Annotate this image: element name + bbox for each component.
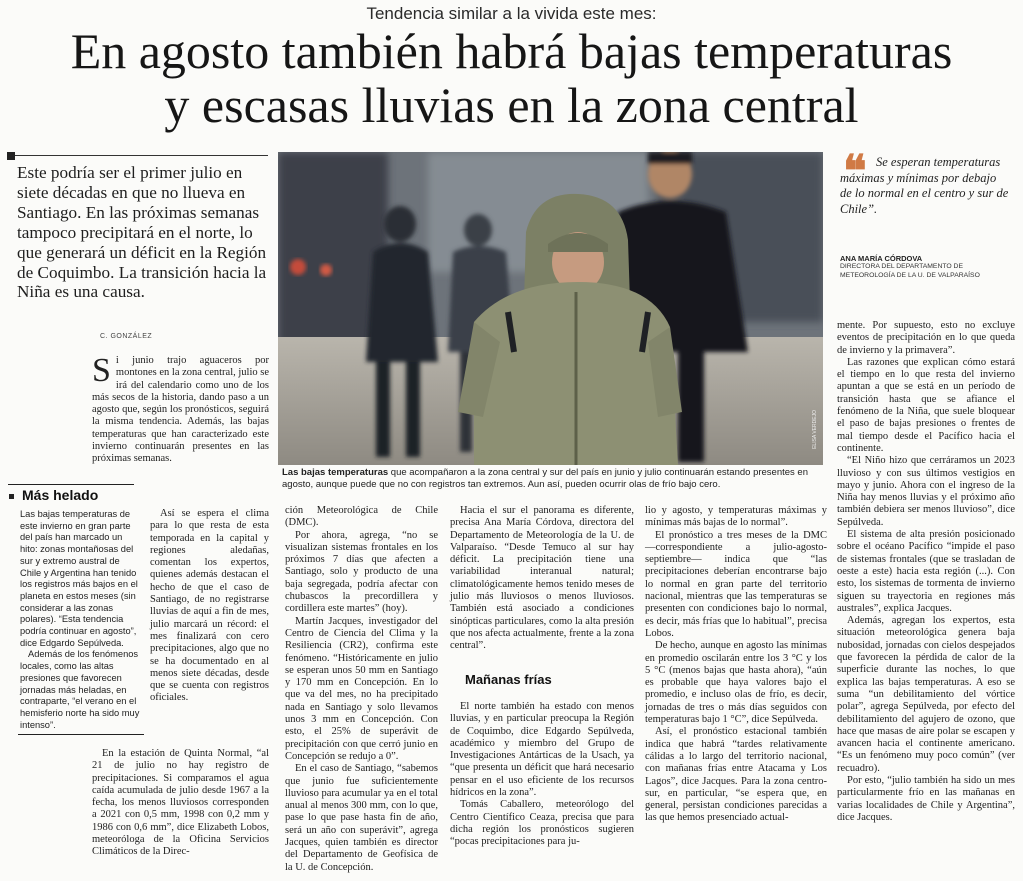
column-3 bbox=[450, 505, 634, 653]
body-paragraph: Por esto, “julio también ha sido un mes particularmente frío en las mañanas en varias localidades de Chile y Argentina”, dice Jacques. bbox=[837, 774, 1015, 823]
byline: C. GONZÁLEZ bbox=[100, 333, 153, 340]
column-2 bbox=[285, 505, 438, 874]
lead-paragraph: Este podría ser el primer julio en siete décadas en que no llueva en Santiago. En las próximas semanas tampoco precipitará en el norte, lo que generará un déficit en la Región de Coquimbo. La transición hacia la Niña es una causa. bbox=[17, 163, 267, 302]
sidebar-top-rule bbox=[8, 484, 134, 485]
body-paragraph: Hacia el sur el panorama es diferente, precisa Ana María Córdova, directora del Departamento de Meteorología de la U. de Valparaíso. “Desde Temuco al sur hay déficit. La precipitación tiene una variabilidad interanual natural; climatológicamente hemos tenido meses de julio más lluviosos o menos lluviosos. También está asociado a condiciones sinópticas particulares, como la alta presión que nos afecta actualmente, frente a la zona central”. bbox=[450, 505, 634, 652]
sidebar-paragraph: Las bajas temperaturas de este invierno en gran parte del país han marcado un hito: zonas montañosas del sur y extremo austral de Chile y Argentina han tenido los registros más bajos en el planeta en estos meses (sin considerar a las zonas polares). “Esta tendencia podría continuar en agosto”, dice Edgardo Sepúlveda. bbox=[20, 509, 138, 648]
column-3-bottom bbox=[450, 701, 634, 849]
sidebar-body bbox=[20, 509, 140, 731]
sidebar-bottom-rule bbox=[18, 734, 144, 735]
quote-author-role: DIRECTORA DEL DEPARTAMENTO DE METEOROLOGÍA DE LA U. DE VALPARAÍSO bbox=[840, 263, 980, 279]
column-5 bbox=[837, 320, 1015, 824]
lead-bullet bbox=[7, 152, 15, 160]
body-paragraph: lio y agosto, y temperaturas máximas y mínimas más bajas de lo normal”. bbox=[645, 505, 827, 529]
sidebar-box bbox=[8, 484, 138, 736]
subhead-mananas-frias: Mañanas frías bbox=[465, 672, 552, 687]
kicker: Tendencia similar a la vivida este mes: bbox=[366, 4, 657, 23]
body-paragraph: De hecho, aunque en agosto las mínimas en promedio oscilarán entre los 3 °C y los 5 °C (menos bajas que hasta ahora), “aún es probable que haya valores bajo el promedio, e incluso olas de frío, es decir, jornadas de tres o más días seguidos con temperaturas bajo 1 °C”, dice Sepúlveda. bbox=[645, 640, 827, 726]
body-paragraph: mente. Por supuesto, esto no excluye eventos de precipitación en lo que queda de invierno y la primavera”. bbox=[837, 320, 1015, 356]
body-paragraph: Martín Jacques, investigador del Centro de Ciencia del Clima y la Resiliencia (CR2), confirma este fenómeno. “Históricamente en julio se esperan unos 50 mm en Santiago y 170 mm en Concepción. En lo que va del mes, no ha precipitado nada en Santiago y solo llevamos unos 3 mm en Concepción. Con esto, el 25% de superávit de precipitación con que cerró junio en Concepción se redujo a 0”. bbox=[285, 615, 438, 762]
quote-text: Se esperan temperaturas máximas y mínimas por debajo de lo normal en el centro y sur de Chile”. bbox=[840, 155, 1009, 216]
body-paragraph: Además, agregan los expertos, esta situación meteorológica genera baja nubosidad, jornadas con cielos despejados que favorecen la pérdida de calor de la superficie durante las noches, lo que explica las bajas temperaturas. A eso se suma “un debilitamiento del vórtice polar”, agrega Sepúlveda, por efecto del debilitamiento del agujero de ozono, que hace que masas de aire polar se escapen y avancen hacia el continente americano. “Es un fenómeno muy poco común” (ver recuadro). bbox=[837, 615, 1015, 774]
body-paragraph: “El Niño hizo que cerráramos un 2023 lluvioso y con sus últimos vestigios en mayo y junio. Ahora con el ingreso de la Niña hay menos lluvias y el próximo año también debiera ser menos lluvioso”, dice Sepúlveda. bbox=[837, 455, 1015, 528]
body-paragraph: Así, el pronóstico estacional también indica que habrá “tardes relativamente cálidas a lo largo del territorio nacional, con mañanas frías entre Atacama y Los Lagos”, dice Jacques. Para la zona centro-sur, en particular, “se espera que, en general, persistan condiciones parecidas a las que hemos presenciado actual- bbox=[645, 726, 827, 824]
headline bbox=[0, 24, 1023, 132]
drop-cap: S bbox=[92, 352, 111, 389]
body-paragraph: En el caso de Santiago, “sabemos que junio fue suficientemente lluvioso para acumular ya en el total anual al menos 300 mm, con lo que, pase lo que pase hasta fin de año, será un año con superávit”, agrega Jacques, quien también es director del Departamento de Geofísica de la U. de Concepción. bbox=[285, 763, 438, 873]
body-paragraph: i junio trajo aguaceros por montones en la zona central, julio se irá del calendario como uno de los más secos de la historia, dando paso a un agosto que, según los pronósticos, seguirá la misma tendencia. Además, las bajas temperaturas que han caracterizado este invierno continuarán presentes en las próximas semanas. bbox=[92, 355, 269, 465]
column-4 bbox=[645, 505, 827, 825]
photo-credit: ELISA VERDEJO bbox=[812, 410, 818, 449]
sidebar-title: Más helado bbox=[22, 487, 99, 503]
body-paragraph: Las razones que explican cómo estará el tiempo en lo que resta del invierno apuntan a que se está en un período de transición hasta que se afiance el fenómeno de la Niña, que suele bloquear el paso de bajas presiones o frentes de mal tiempo desde el Pacífico hacia el continente. bbox=[837, 356, 1015, 454]
caption-text: que acompañaron a la zona central y sur del país en junio y julio continuarán estando presentes en agosto, aunque puede que no con registros tan extremos. Aun así, pueden ocurrir olas de frío bajo cero. bbox=[282, 467, 808, 490]
column-1-top bbox=[92, 352, 269, 466]
headline-line-1: En agosto también habrá bajas temperaturas bbox=[70, 23, 953, 79]
body-paragraph: El pronóstico a tres meses de la DMC —correspondiente a julio-agosto-septiembre— indica que “las precipitaciones deberían encontrarse bajo lo normal en gran parte del territorio nacional, mientras que las temperaturas se presenten con condiciones bajo lo normal, es decir, más frías que lo habitual”, precisa Lobos. bbox=[645, 529, 827, 639]
quote-mark-icon: ❝ bbox=[843, 147, 867, 196]
caption-lead: Las bajas temperaturas bbox=[282, 467, 389, 478]
photo-illustration bbox=[278, 152, 823, 465]
column-1-middle bbox=[150, 508, 269, 705]
body-paragraph: El sistema de alta presión posicionado sobre el océano Pacífico “impide el paso de sistemas frontales (que se trasladan de oeste a este) hacia esta región (...). Con esto, los sistemas de tormenta de invierno siguen su trayectoria en regiones más australes”, explica Jacques. bbox=[837, 529, 1015, 614]
body-paragraph: Tomás Caballero, meteorólogo del Centro Científico Ceaza, precisa que para dicha región los pronósticos sugieren “pocas precipitaciones para ju- bbox=[450, 799, 634, 848]
sidebar-bullet bbox=[9, 494, 14, 499]
body-paragraph: Así se espera el clima para lo que resta de esta temporada en la capital y regiones aledañas, comentan los expertos, quienes además destacan el hecho de que el caso de Santiago, de no registrarse lluvias de aquí a fin de mes, julio marcará un récord: el mes finalizará con cero precipitaciones, algo que no se ha documentado en al menos siete décadas, desde que se cuenta con registros oficiales. bbox=[150, 508, 269, 704]
news-photo bbox=[278, 152, 823, 465]
body-paragraph: ción Meteorológica de Chile (DMC). bbox=[285, 505, 438, 529]
photo-caption bbox=[282, 467, 822, 491]
body-paragraph: El norte también ha estado con menos lluvias, y en particular preocupa la Región de Coquimbo, dice Edgardo Sepúlveda, académico y miembro del Grupo de Investigaciones Antárticas de la Usach, ya “que presenta un déficit que hará necesario pensar en el uso eficiente de los recursos hídricos en la zona”. bbox=[450, 701, 634, 799]
headline-line-2: y escasas lluvias en la zona central bbox=[164, 77, 859, 133]
quote-author: ANA MARÍA CÓRDOVA bbox=[840, 254, 923, 263]
lead-divider bbox=[15, 155, 268, 156]
body-paragraph: Por ahora, agrega, “no se visualizan sistemas frontales en los próximos 7 días que afecten a Santiago, solo y producto de una baja segregada, podría afectar con chubascos la precordillera y cordillera este martes” (hoy). bbox=[285, 529, 438, 615]
body-paragraph: En la estación de Quinta Normal, “al 21 de julio no hay registro de precipitaciones. Si comparamos el agua caída acumulada de julio desde 1967 a la fecha, los menos lluviosos corresponden a 2021 con 0,5 mm, 1998 con 0,2 mm y 1986 con 0,6 mm”, dice Elizabeth Lobos, meteoróloga de la Oficina Servicios Climáticos de la Direc- bbox=[92, 748, 269, 858]
sidebar-paragraph: Además de los fenómenos locales, como las altas presiones que favorecen jornadas más heladas, en contraparte, “el verano en el hemisferio norte ha sido muy intenso”. bbox=[20, 649, 140, 730]
column-1-bottom bbox=[92, 748, 269, 859]
